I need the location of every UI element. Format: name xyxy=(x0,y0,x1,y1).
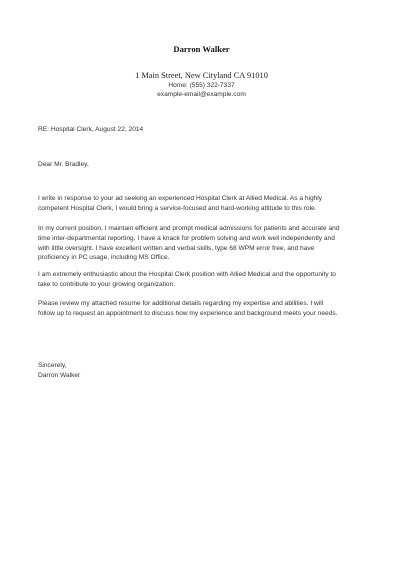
paragraph-line: time inter-departmental reporting. I have a knack for problem solving and work well independently and xyxy=(38,234,335,242)
paragraph-line: proficiency in PC usage, including MS Office. xyxy=(38,254,170,262)
sender-name: Darron Walker xyxy=(173,44,230,54)
paragraph-3 xyxy=(38,270,370,290)
paragraph-line: take to contribute to your growing organization. xyxy=(38,280,176,288)
re-line: RE: Hospital Clerk, August 22, 2014 xyxy=(38,126,144,133)
salutation: Dear Mr. Bradley, xyxy=(38,161,89,168)
paragraph-2 xyxy=(38,224,370,263)
sender-email: example-email@example.com xyxy=(157,91,246,98)
sender-address: 1 Main Street, New Cityland CA 91010 xyxy=(135,71,268,80)
paragraph-line: I am extremely enthusiastic about the Hospital Clerk position with Allied Medical and the opportunity to xyxy=(38,271,336,278)
closing-block xyxy=(38,361,370,381)
closing: Sincerely, xyxy=(38,362,67,369)
paragraph-line: with little oversight. I have excellent written and verbal skills, type 68 WPM error free, and have xyxy=(38,244,315,252)
sender-phone: Home: (555) 322-7337 xyxy=(168,82,235,89)
signature-name: Darron Walker xyxy=(38,371,81,379)
paragraph-line: Please review my attached resume for additional details regarding my expertise and abilities. I will xyxy=(38,300,324,307)
paragraph-1 xyxy=(38,194,370,214)
paragraph-line: In my current position, I maintain efficient and prompt medical admissions for patients and accurate and xyxy=(38,225,340,232)
paragraph-4 xyxy=(38,299,370,319)
paragraph-line: competent Hospital Clerk, I would bring a service-focused and hard-working attitude to this role. xyxy=(38,204,317,212)
paragraph-line: follow up to request an appointment to discuss how my experience and background meets your needs. xyxy=(38,309,338,317)
paragraph-line: I write in response to your ad seeking an experienced Hospital Clerk at Allied Medical. As a highly xyxy=(38,195,323,202)
